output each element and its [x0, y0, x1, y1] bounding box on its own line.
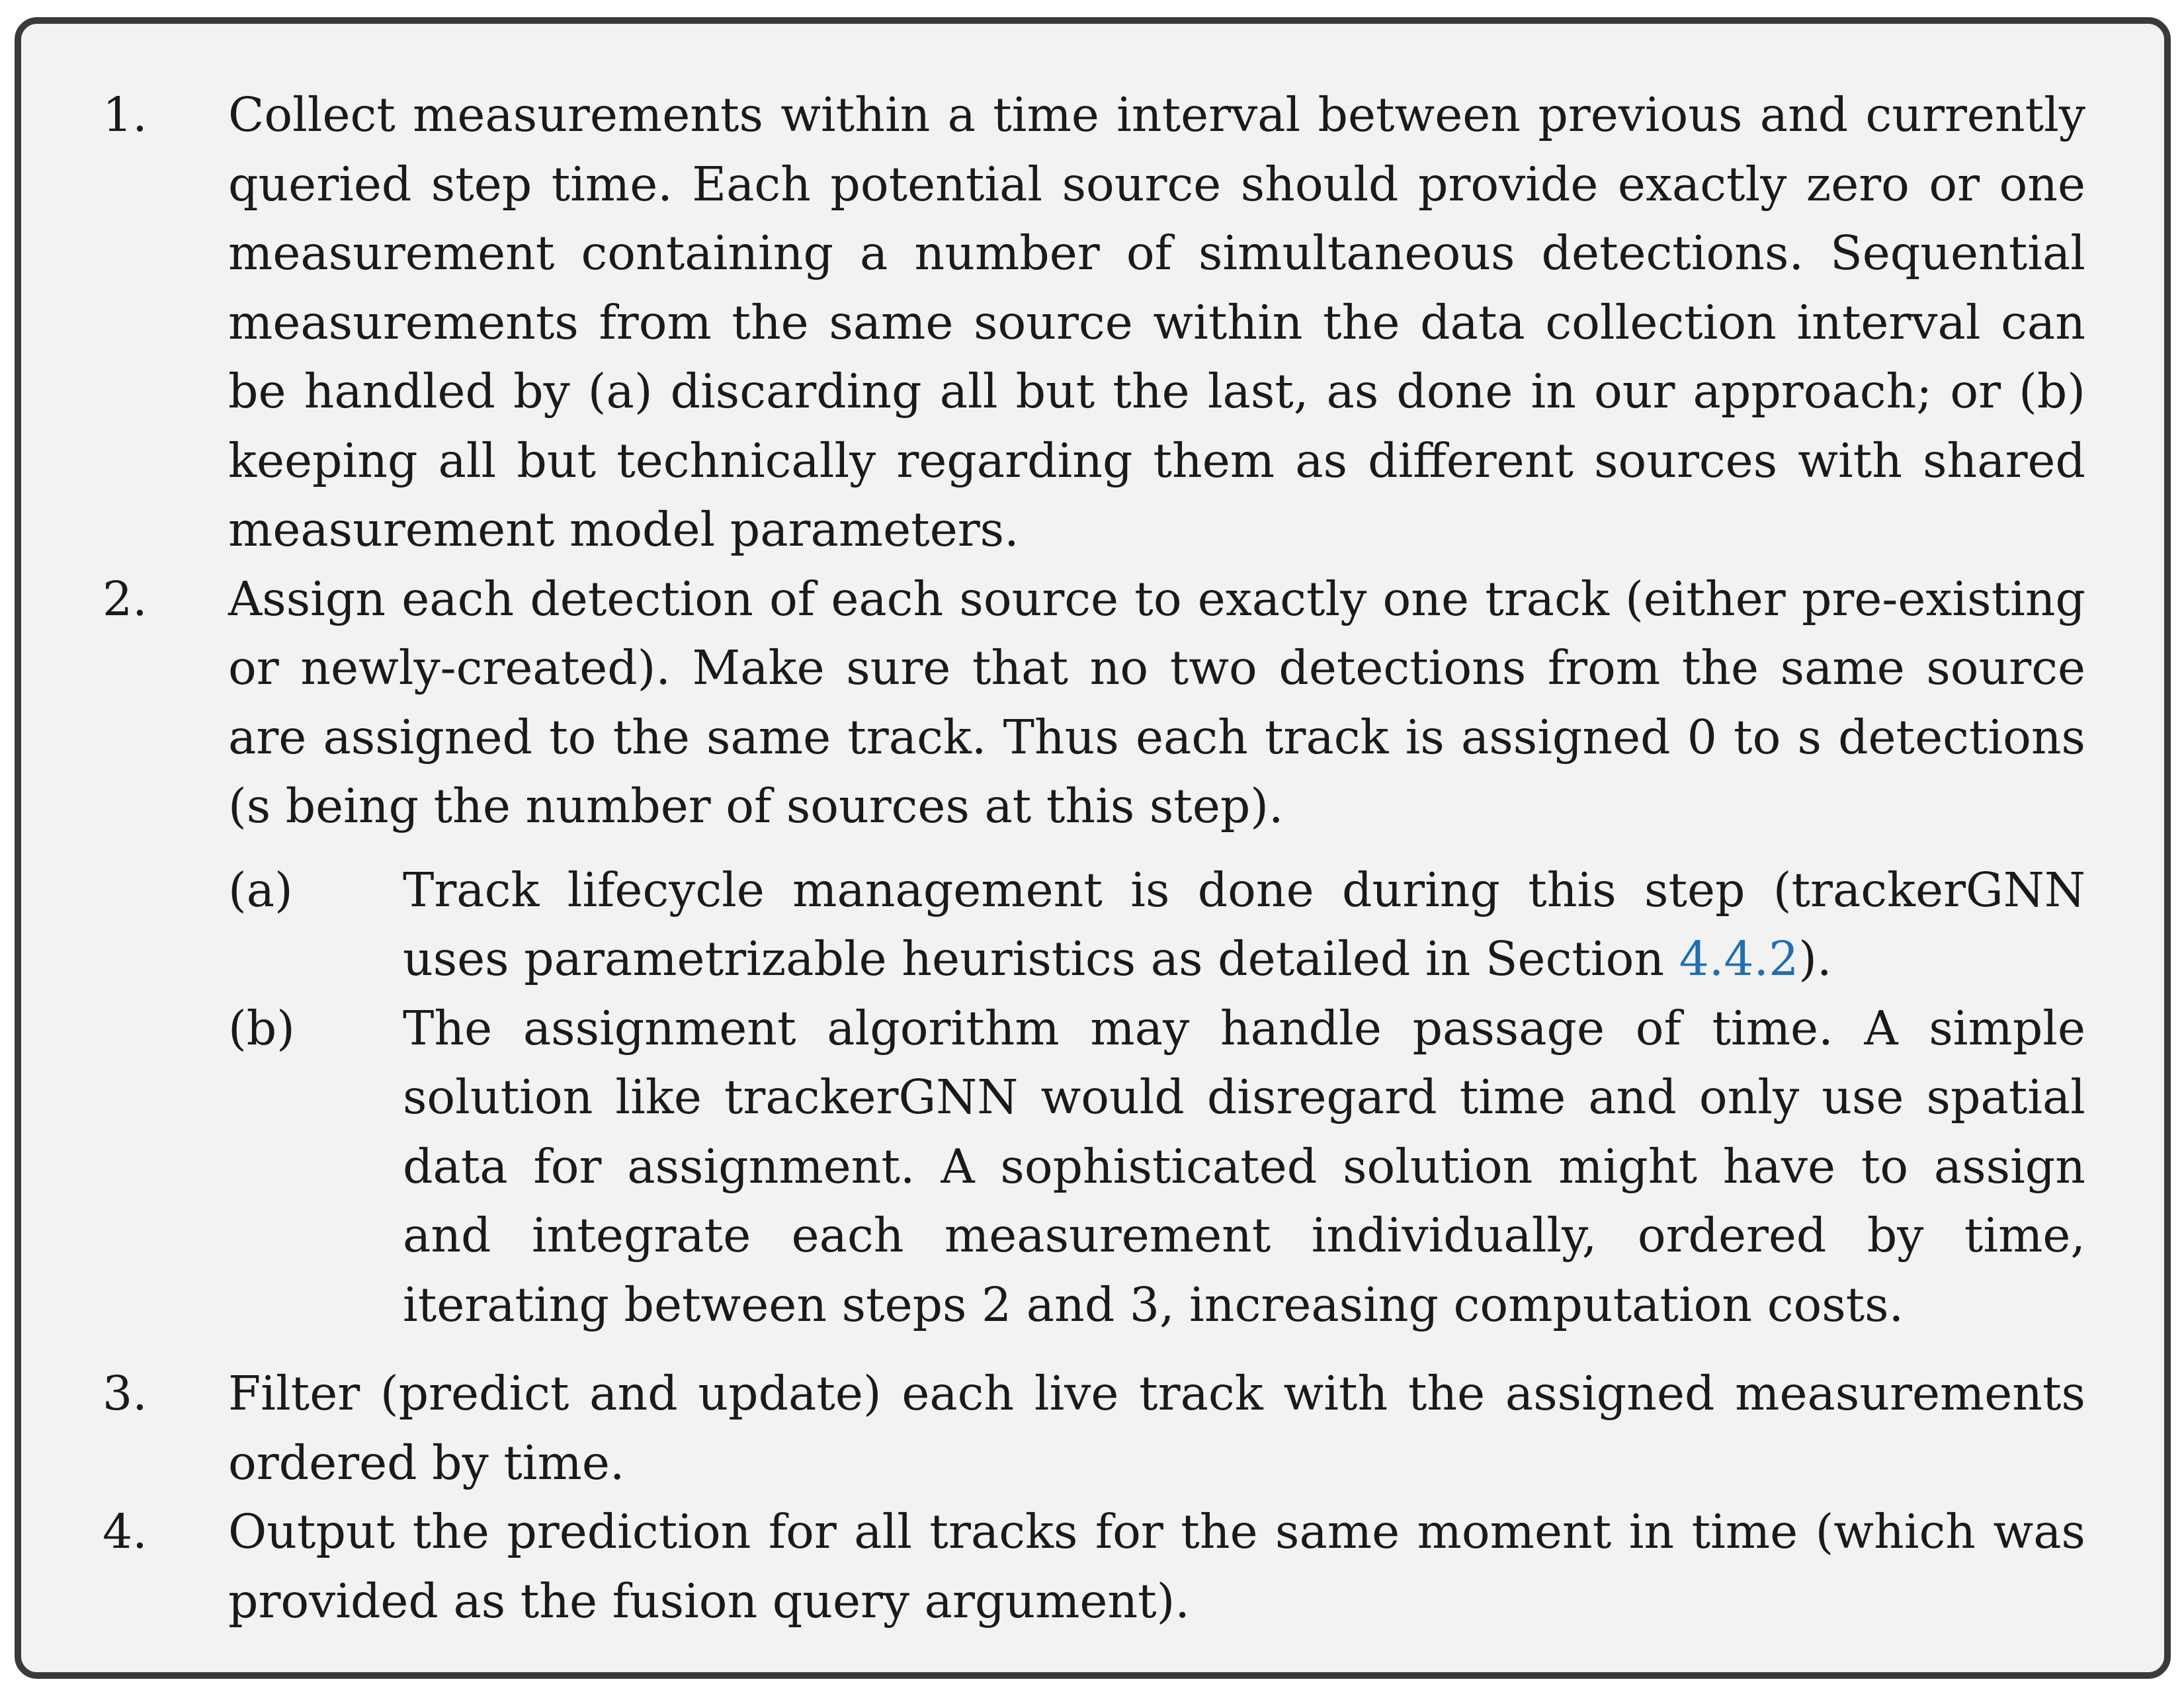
step-text: Collect measurements within a time interval between previous and currently queried step time. Each potential source should provide exactly zero or one measurement containing a number of simultaneous detections. Sequential measurements from the same source within the data collection interval can be handled by (a) discarding all but the last, as done in our approach; or (b) keeping all but technically regarding them as different sources with shared measurement model parameters.	[228, 87, 2085, 557]
substep-text-before: Track lifecycle management is done during this step (trackerGNN uses parametrizable heuristics as detailed in Section	[403, 862, 2085, 986]
step-text: Filter (predict and update) each live track with the assigned measurements ordered by time.	[228, 1366, 2085, 1490]
step-number: 1.	[103, 87, 147, 142]
step-text: Output the prediction for all tracks for the same moment in time (which was provided as the fusion query argument).	[228, 1504, 2085, 1629]
substep-label: (a)	[228, 862, 293, 917]
substep-label: (b)	[228, 1000, 295, 1056]
substep-text: The assignment algorithm may handle passage of time. A simple solution like trackerGNN would disregard time and only use spatial data for assignment. A sophisticated solution might have to assign and integrate each measurement individually, ordered by time, iterating between steps 2 and 3, increasing computation costs.	[403, 1000, 2085, 1332]
list-item-step-1	[21, 81, 2164, 565]
step-number: 4.	[103, 1504, 147, 1559]
algorithm-box	[15, 17, 2171, 1679]
list-item-step-3	[21, 1359, 2164, 1498]
substep-text	[403, 856, 2085, 994]
list-item-substep-a	[228, 856, 2085, 994]
substep-text-after: ).	[1798, 931, 1832, 986]
list-item-substep-b	[228, 994, 2085, 1340]
step-number: 3.	[103, 1366, 147, 1421]
step-text: Assign each detection of each source to exactly one track (either pre-existing or newly-created). Make sure that no two detections from the same source are assigned to the same track. Thus each track is assigned 0 to s detections (s being the number of sources at this step).	[228, 571, 2085, 833]
step-number: 2.	[103, 571, 147, 626]
sub-step-list	[228, 856, 2085, 1340]
section-reference-link[interactable]: 4.4.2	[1679, 931, 1799, 986]
list-item-step-2	[21, 565, 2164, 1340]
list-item-step-4	[21, 1498, 2164, 1636]
step-list	[21, 81, 2164, 1636]
